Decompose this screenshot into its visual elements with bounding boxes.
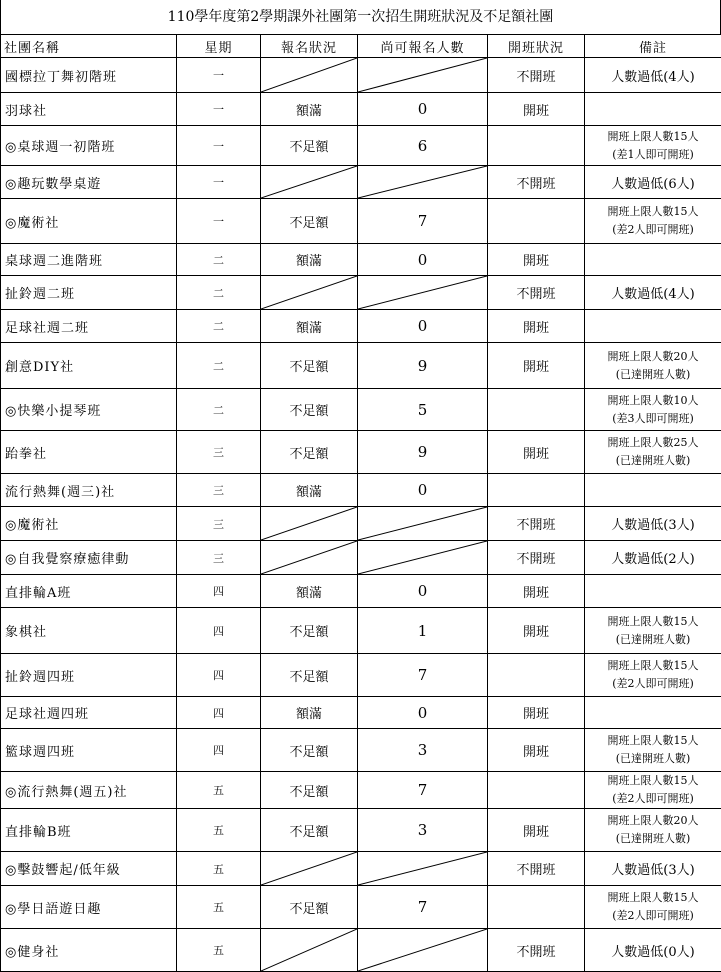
enroll-status-cell: 不足額 [261,199,358,244]
table-row [1,729,721,772]
club-name-cell: 足球社週二班 [1,310,177,343]
note-cell [585,772,721,809]
weekday-cell: 一 [177,58,261,93]
table-row [1,343,721,389]
club-name-cell: ◎趣玩數學桌遊 [1,166,177,199]
table-row [1,809,721,852]
note-cell [585,697,721,729]
note-cell: 人數過低(6人) [585,166,721,199]
weekday-cell: 五 [177,852,261,886]
enroll-status-cell: 額滿 [261,474,358,507]
weekday-cell: 一 [177,199,261,244]
enroll-status-cell: 不足額 [261,729,358,772]
club-name-cell: 創意DIY社 [1,343,177,389]
note-cell [585,431,721,474]
note-line-1: 開班上限人數20人 [585,348,721,366]
table-row [1,852,721,886]
remaining-seats-cell [358,929,488,972]
table-row [1,58,721,93]
remaining-seats-cell [358,541,488,575]
club-name-cell: 國標拉丁舞初階班 [1,58,177,93]
enroll-status-cell: 額滿 [261,93,358,126]
class-open-cell [488,772,585,809]
note-line-1: 開班上限人數10人 [585,392,721,410]
class-open-cell: 不開班 [488,166,585,199]
note-line-2: (差3人即可開班) [585,410,721,428]
remaining-seats-cell: 9 [358,343,488,389]
enroll-status-cell: 額滿 [261,575,358,608]
table-row [1,93,721,126]
note-cell [585,575,721,608]
remaining-seats-cell: 0 [358,310,488,343]
note-line-1: 開班上限人數15人 [585,889,721,907]
remaining-seats-cell: 7 [358,654,488,697]
class-open-cell: 開班 [488,729,585,772]
remaining-seats-cell [358,166,488,199]
diagonal-slash [261,507,357,540]
note-line-2: (已達開班人數) [585,830,721,848]
diagonal-slash [358,929,487,971]
diagonal-slash [358,58,487,92]
diagonal-slash [358,166,487,198]
class-open-cell [488,886,585,929]
weekday-cell: 四 [177,575,261,608]
note-line-2: (差2人即可開班) [585,790,721,808]
weekday-cell: 二 [177,343,261,389]
class-open-cell: 開班 [488,431,585,474]
note-line-1: 開班上限人數15人 [585,613,721,631]
note-line-2: (已達開班人數) [585,452,721,470]
remaining-seats-cell: 0 [358,575,488,608]
note-cell [585,729,721,772]
table-row [1,772,721,809]
weekday-cell: 五 [177,809,261,852]
class-open-cell: 不開班 [488,58,585,93]
class-open-cell: 不開班 [488,929,585,972]
table-row [1,431,721,474]
class-open-cell: 開班 [488,697,585,729]
table-row [1,654,721,697]
weekday-cell: 五 [177,886,261,929]
note-line-2: (差2人即可開班) [585,675,721,693]
diagonal-slash [358,852,487,885]
remaining-seats-cell: 0 [358,244,488,276]
note-cell [585,654,721,697]
enroll-status-cell [261,166,358,199]
enroll-status-cell: 額滿 [261,310,358,343]
note-line-2: (差2人即可開班) [585,221,721,239]
class-open-cell: 不開班 [488,507,585,541]
club-name-cell: 扯鈴週四班 [1,654,177,697]
note-line-2: (差2人即可開班) [585,907,721,925]
enroll-status-cell: 不足額 [261,886,358,929]
diagonal-slash [261,58,357,92]
club-name-cell: ◎健身社 [1,929,177,972]
enrollment-table [0,34,721,972]
club-name-cell: 桌球週二進階班 [1,244,177,276]
note-cell: 人數過低(3人) [585,852,721,886]
note-cell: 人數過低(4人) [585,276,721,310]
remaining-seats-cell: 0 [358,93,488,126]
diagonal-slash [261,541,357,574]
diagonal-slash [261,166,357,198]
enroll-status-cell: 不足額 [261,343,358,389]
class-open-cell: 不開班 [488,541,585,575]
table-row [1,929,721,972]
note-cell [585,474,721,507]
table-row [1,697,721,729]
class-open-cell: 開班 [488,244,585,276]
club-name-cell: 直排輪B班 [1,809,177,852]
remaining-seats-cell [358,852,488,886]
weekday-cell: 三 [177,431,261,474]
note-cell [585,93,721,126]
table-row [1,199,721,244]
note-cell: 人數過低(2人) [585,541,721,575]
club-name-cell: ◎自我覺察療癒律動 [1,541,177,575]
club-name-cell: 羽球社 [1,93,177,126]
diagonal-slash [358,541,487,574]
weekday-cell: 五 [177,929,261,972]
club-name-cell: ◎學日語遊日趣 [1,886,177,929]
remaining-seats-cell: 7 [358,886,488,929]
club-name-cell: ◎魔術社 [1,507,177,541]
class-open-cell: 開班 [488,575,585,608]
enroll-status-cell [261,852,358,886]
club-name-cell: 直排輪A班 [1,575,177,608]
note-cell [585,199,721,244]
note-cell [585,343,721,389]
enroll-status-cell [261,929,358,972]
remaining-seats-cell: 9 [358,431,488,474]
diagonal-slash [261,852,357,885]
note-line-1: 開班上限人數15人 [585,203,721,221]
note-cell: 人數過低(3人) [585,507,721,541]
note-cell [585,244,721,276]
table-row [1,886,721,929]
enroll-status-cell [261,276,358,310]
table-row [1,276,721,310]
class-open-cell [488,474,585,507]
remaining-seats-cell: 3 [358,809,488,852]
remaining-seats-cell: 7 [358,772,488,809]
remaining-seats-cell: 3 [358,729,488,772]
header-row [1,35,721,58]
note-line-1: 開班上限人數15人 [585,657,721,675]
table-row [1,310,721,343]
remaining-seats-cell: 0 [358,697,488,729]
club-name-cell: 流行熱舞(週三)社 [1,474,177,507]
remaining-seats-cell: 5 [358,389,488,431]
note-line-2: (已達開班人數) [585,750,721,768]
weekday-cell: 三 [177,507,261,541]
note-line-1: 開班上限人數15人 [585,772,721,790]
remaining-seats-cell [358,58,488,93]
table-row [1,575,721,608]
enroll-status-cell: 不足額 [261,126,358,166]
note-cell [585,608,721,654]
class-open-cell: 不開班 [488,276,585,310]
enroll-status-cell [261,58,358,93]
club-name-cell: 籃球週四班 [1,729,177,772]
club-name-cell: ◎桌球週一初階班 [1,126,177,166]
diagonal-slash [261,276,357,309]
note-line-1: 開班上限人數25人 [585,434,721,452]
remaining-seats-cell [358,507,488,541]
enroll-status-cell: 不足額 [261,809,358,852]
weekday-cell: 一 [177,126,261,166]
note-line-1: 開班上限人數15人 [585,732,721,750]
club-name-cell: ◎魔術社 [1,199,177,244]
class-open-cell: 開班 [488,310,585,343]
enroll-status-cell: 不足額 [261,608,358,654]
weekday-cell: 四 [177,608,261,654]
note-line-2: (已達開班人數) [585,631,721,649]
note-line-2: (差1人即可開班) [585,146,721,164]
header-status: 報名狀況 [261,35,358,58]
club-name-cell: 象棋社 [1,608,177,654]
remaining-seats-cell: 0 [358,474,488,507]
enroll-status-cell: 額滿 [261,244,358,276]
remaining-seats-cell: 1 [358,608,488,654]
table-row [1,507,721,541]
weekday-cell: 一 [177,93,261,126]
table-body [1,58,721,972]
weekday-cell: 二 [177,276,261,310]
class-open-cell: 開班 [488,343,585,389]
class-open-cell [488,126,585,166]
class-open-cell: 開班 [488,809,585,852]
diagonal-slash [358,276,487,309]
header-note: 備註 [585,35,721,58]
remaining-seats-cell: 7 [358,199,488,244]
enroll-status-cell: 不足額 [261,389,358,431]
remaining-seats-cell [358,276,488,310]
club-name-cell: 足球社週四班 [1,697,177,729]
class-open-cell: 開班 [488,93,585,126]
sheet-title: 110學年度第2學期課外社團第一次招生開班狀況及不足額社團 [0,0,721,34]
table-row [1,474,721,507]
class-open-cell [488,389,585,431]
note-line-1: 開班上限人數15人 [585,128,721,146]
weekday-cell: 三 [177,541,261,575]
table-row [1,126,721,166]
weekday-cell: 四 [177,654,261,697]
header-name: 社團名稱 [1,35,177,58]
enroll-status-cell [261,507,358,541]
table-row [1,244,721,276]
weekday-cell: 三 [177,474,261,507]
weekday-cell: 四 [177,697,261,729]
enroll-status-cell: 不足額 [261,772,358,809]
weekday-cell: 二 [177,244,261,276]
weekday-cell: 五 [177,772,261,809]
header-remain: 尚可報名人數 [358,35,488,58]
class-open-cell [488,199,585,244]
remaining-seats-cell: 6 [358,126,488,166]
club-name-cell: 跆拳社 [1,431,177,474]
header-day: 星期 [177,35,261,58]
note-line-2: (已達開班人數) [585,366,721,384]
class-open-cell: 開班 [488,608,585,654]
note-cell [585,886,721,929]
note-cell [585,389,721,431]
class-open-cell: 不開班 [488,852,585,886]
club-name-cell: 扯鈴週二班 [1,276,177,310]
club-name-cell: ◎流行熱舞(週五)社 [1,772,177,809]
note-cell [585,809,721,852]
table-row [1,541,721,575]
note-cell: 人數過低(4人) [585,58,721,93]
enroll-status-cell: 額滿 [261,697,358,729]
weekday-cell: 二 [177,389,261,431]
header-open: 開班狀況 [488,35,585,58]
weekday-cell: 二 [177,310,261,343]
note-cell: 人數過低(0人) [585,929,721,972]
club-name-cell: ◎快樂小提琴班 [1,389,177,431]
diagonal-slash [358,507,487,540]
table-row [1,608,721,654]
class-open-cell [488,654,585,697]
club-name-cell: ◎擊鼓響起/低年級 [1,852,177,886]
weekday-cell: 一 [177,166,261,199]
note-cell [585,310,721,343]
enroll-status-cell [261,541,358,575]
table-row [1,389,721,431]
weekday-cell: 四 [177,729,261,772]
enroll-status-cell: 不足額 [261,431,358,474]
note-cell [585,126,721,166]
diagonal-slash [261,929,357,971]
table-row [1,166,721,199]
enroll-status-cell: 不足額 [261,654,358,697]
note-line-1: 開班上限人數20人 [585,812,721,830]
